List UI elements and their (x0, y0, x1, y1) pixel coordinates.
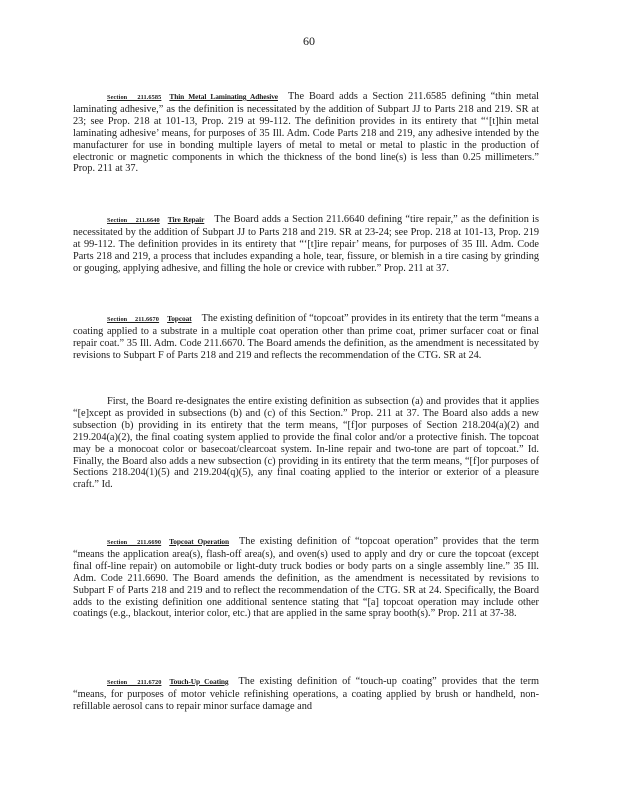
section-heading-number: Section 211.6640 (107, 217, 160, 224)
section-body: The Board adds a Section 211.6585 defining “thin metal laminating adhesive,” as the definition is necessitated by the addition of Subpart JJ to Parts 218 and 219. SR at 23; see Prop. 218 at 101-13, Prop. 219 at 99-112. The definition provides in its entirety that “‘[t]hin metal laminating adhesive’ means, for purposes of 35 Ill. Adm. Code Parts 218 and 219, any adhesive intended by the manufacturer for use in bonding multiple layers of metal to metal or metal to plastic in the production of electronic or magnetic components in which the thickness of the bond line(s) is less than 0.25 millimeters.” Prop. 211 at 37. (73, 91, 539, 175)
section-211-6690 (73, 536, 539, 620)
section-211-6720 (73, 676, 539, 713)
section-heading-title: Tire Repair (167, 215, 205, 224)
section-body: The Board adds a Section 211.6640 defining “tire repair,” as the definition is necessitated by the addition of Subpart JJ to Parts 218 and 219. SR at 23-24; see Prop. 218 at 101-13, Prop. 219 at 99-112. The definition provides in its entirety that “‘[t]ire repair’ means, for purposes of 35 Ill. Adm. Code Parts 218 and 219, a process that includes expanding a hole, tear, fissure, or blemish in a tire casing by grinding or gouging, applying adhesive, and filling the hole or crevice with rubber.” Prop. 211 at 37. (73, 214, 540, 274)
section-body: The existing definition of “topcoat” provides in its entirety that the term “means a coating applied to a substrate in a multiple coat operation other than prime coat, primer surfacer coat or final repair coat.” 35 Ill. Adm. Code 211.6670. The Board amends the definition, as the amendment is necessitated by revisions to Subpart F of Parts 218 and 219 and reflects the recommendation of the CTG. SR at 24. (73, 313, 540, 361)
section-heading-title: Thin Metal Laminating Adhesive (169, 92, 278, 101)
section-211-6585 (73, 91, 539, 175)
page-number: 60 (303, 34, 315, 48)
section-211-6670-continued (73, 396, 539, 491)
section-body: The existing definition of “touch-up coating” provides that the term “means, for purposes of motor vehicle refinishing operations, a coating applied by brush or handheld, non-refillable aerosol cans to repair minor surface damage and (73, 676, 540, 712)
section-body: First, the Board re-designates the entire existing definition as subsection (a) and provides that it applies “[e]xcept as provided in subsections (b) and (c) of this Section.” Prop. 211 at 37. The Board also adds a new subsection (b) providing in its entirety that the term means, “[f]or purposes of Section 218.204(a)(2) and 219.204(a)(2), the final coating system applied to provide the final color and/or a protective finish. The topcoat may be a monocoat color or basecoat/clearcoat system. In-line repair and two-tone are part of topcoat.” Id. Finally, the Board also adds a new subsection (c) providing in its entirety that the term means, “[f]or purposes of Sections 218.204(1)(5) and 219.204(q)(5), any final coating applied to the interior or exterior of a pleasure craft.” Id. (73, 396, 539, 491)
section-heading-number: Section 211.6670 (107, 316, 160, 323)
section-body: The existing definition of “topcoat operation” provides that the term “means the application area(s), flash-off area(s), and oven(s) used to apply and dry or cure the topcoat (except final off-line repair) on automobile or light-duty truck bodies or body parts on a single assembly line.” 35 Ill. Adm. Code 211.6690. The Board amends the definition, as the amendment is necessitated by revisions to Subpart F of Parts 218 and 219 and to reflect the recommendation of the CTG. SR at 24. Specifically, the Board adds to the existing definition one additional sentence stating that “[a] topcoat operation may include other coatings (e.g., blackout, interior color, etc.) that are applied in the same spray booth(s).” Prop. 211 at 37-38. (73, 536, 540, 620)
section-211-6640 (73, 214, 539, 275)
section-heading-title: Touch-Up Coating (169, 677, 229, 686)
section-heading-title: Topcoat (167, 314, 192, 323)
section-heading-number: Section 211.6690 (107, 539, 162, 546)
section-211-6670 (73, 313, 539, 362)
section-heading-number: Section 211.6720 (107, 679, 162, 686)
section-heading-number: Section 211.6585 (107, 94, 162, 101)
section-heading-title: Topcoat Operation (169, 537, 230, 546)
